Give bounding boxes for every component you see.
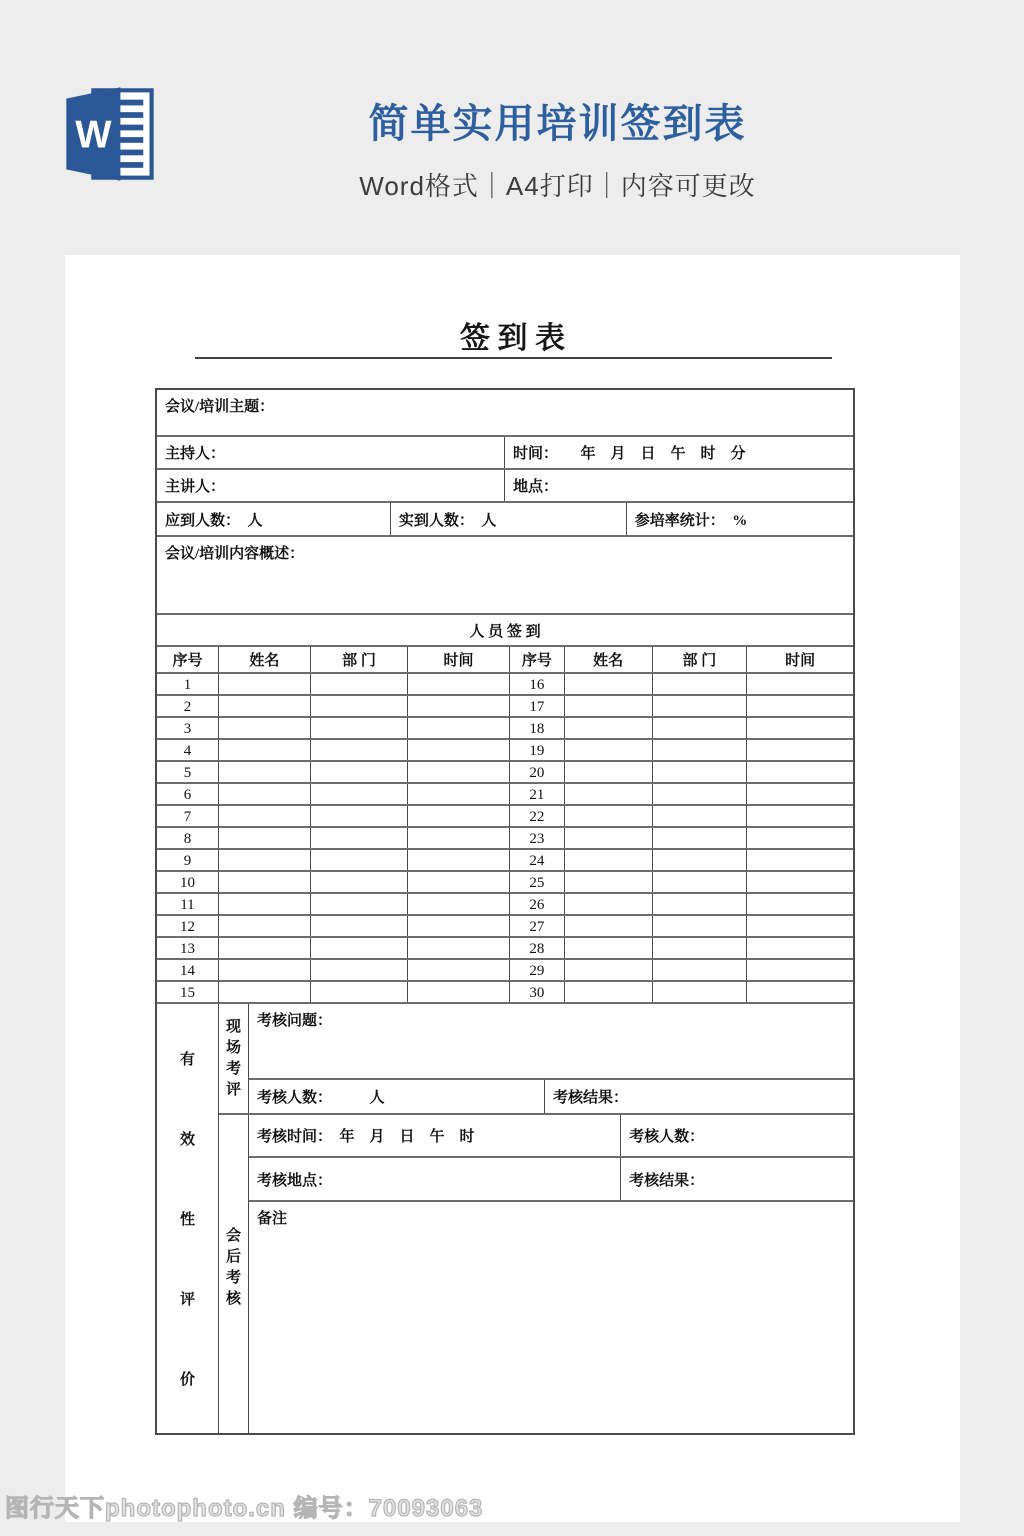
signin-seq-left: 9	[157, 850, 219, 870]
signin-seq-right: 24	[510, 850, 565, 870]
signin-rows	[157, 674, 853, 1004]
signin-time-left-cell	[408, 696, 510, 716]
signin-seq-left: 10	[157, 872, 219, 892]
col-header-time-right: 时间	[785, 653, 816, 669]
signin-name-right-cell	[565, 696, 653, 716]
signin-seq-left: 5	[157, 762, 219, 782]
signin-time-left-cell	[408, 850, 510, 870]
rate-label: 参培率统计： %	[634, 512, 748, 529]
signin-time-right-cell	[747, 740, 853, 760]
signin-dept-right-cell	[653, 938, 748, 958]
signin-time-left-cell	[408, 960, 510, 980]
signin-seq-left: 11	[157, 894, 219, 914]
signin-dept-right-cell	[653, 740, 748, 760]
assess-place-label: 考核地点：	[249, 1158, 621, 1200]
place-label: 地点：	[513, 479, 559, 495]
signin-row	[157, 784, 853, 806]
signin-time-right-cell	[747, 718, 853, 738]
attendance-counts-row	[157, 503, 853, 537]
watermark-text: 图行天下photophoto.cn 编号：70093063	[5, 1495, 484, 1522]
signin-dept-left-cell	[311, 718, 408, 738]
signin-time-left-cell	[408, 916, 510, 936]
signin-time-left-cell	[408, 674, 510, 694]
signin-time-left-cell	[408, 872, 510, 892]
signin-seq-left: 6	[157, 784, 219, 804]
signin-seq-left: 12	[157, 916, 219, 936]
signin-name-left-cell	[219, 894, 311, 914]
signin-seq-left: 14	[157, 960, 219, 980]
signin-dept-right-cell	[653, 674, 748, 694]
signin-seq-right: 23	[510, 828, 565, 848]
signin-dept-right-cell	[653, 960, 748, 980]
signin-name-left-cell	[219, 762, 311, 782]
count-result-row	[249, 1080, 853, 1113]
signin-dept-right-cell	[653, 696, 748, 716]
signin-dept-left-cell	[311, 850, 408, 870]
note-row	[249, 1202, 853, 1433]
expected-count-label: 应到人数： 人	[157, 503, 391, 535]
signin-row	[157, 872, 853, 894]
signin-dept-left-cell	[311, 916, 408, 936]
signin-name-left-cell	[219, 696, 311, 716]
topic-label: 会议/培训主题：	[165, 399, 275, 415]
signin-seq-right: 20	[510, 762, 565, 782]
topic-row	[157, 390, 853, 437]
signin-name-left-cell	[219, 850, 311, 870]
word-logo-letter: W	[75, 113, 112, 157]
signin-dept-right-cell	[653, 784, 748, 804]
signin-name-right-cell	[565, 828, 653, 848]
after-evaluation-group	[219, 1115, 853, 1433]
signin-column-headers	[157, 647, 853, 674]
signin-row	[157, 938, 853, 960]
signin-dept-right-cell	[653, 850, 748, 870]
signin-time-right-cell	[747, 696, 853, 716]
signin-time-right-cell	[747, 872, 853, 892]
signin-row	[157, 806, 853, 828]
signin-name-left-cell	[219, 806, 311, 826]
signin-dept-left-cell	[311, 828, 408, 848]
signin-name-left-cell	[219, 718, 311, 738]
header-text-block	[185, 92, 930, 203]
signin-name-left-cell	[219, 982, 311, 1002]
signin-name-right-cell	[565, 718, 653, 738]
overview-row	[157, 537, 853, 615]
signin-name-right-cell	[565, 872, 653, 892]
signin-row	[157, 674, 853, 696]
signin-time-right-cell	[747, 982, 853, 1002]
signin-row	[157, 960, 853, 982]
signin-name-right-cell	[565, 916, 653, 936]
signin-name-left-cell	[219, 938, 311, 958]
signin-dept-right-cell	[653, 828, 748, 848]
signin-time-right-cell	[747, 960, 853, 980]
signin-name-right-cell	[565, 674, 653, 694]
signin-seq-right: 25	[510, 872, 565, 892]
signin-name-right-cell	[565, 960, 653, 980]
signin-seq-right: 28	[510, 938, 565, 958]
signin-time-left-cell	[408, 718, 510, 738]
signin-time-left-cell	[408, 982, 510, 1002]
signin-time-left-cell	[408, 784, 510, 804]
signin-section-title: 人 员 签 到	[157, 615, 853, 647]
col-header-dept-left: 部 门	[311, 647, 408, 672]
signin-time-right-cell	[747, 828, 853, 848]
signin-time-left-cell	[408, 762, 510, 782]
signin-seq-right: 21	[510, 784, 565, 804]
signin-dept-left-cell	[311, 872, 408, 892]
col-header-name-left: 姓名	[219, 647, 311, 672]
sheet-title: 签 到 表	[460, 322, 565, 355]
signin-time-right-cell	[747, 784, 853, 804]
signin-name-right-cell	[565, 850, 653, 870]
signin-seq-right: 29	[510, 960, 565, 980]
note-label: 备注	[257, 1211, 288, 1227]
col-header-seq-right: 序号	[510, 647, 565, 672]
signin-seq-left: 7	[157, 806, 219, 826]
signin-dept-left-cell	[311, 784, 408, 804]
signin-dept-left-cell	[311, 938, 408, 958]
signin-seq-right: 26	[510, 894, 565, 914]
signin-dept-left-cell	[311, 894, 408, 914]
signin-seq-right: 18	[510, 718, 565, 738]
assess-result-label: 考核结果：	[552, 1090, 628, 1106]
signin-seq-left: 2	[157, 696, 219, 716]
host-time-row	[157, 437, 853, 470]
speaker-label: 主讲人：	[157, 470, 505, 501]
signin-time-right-cell	[747, 894, 853, 914]
signin-dept-left-cell	[311, 674, 408, 694]
signin-time-right-cell	[747, 938, 853, 958]
document-page	[65, 255, 960, 1522]
signin-name-left-cell	[219, 872, 311, 892]
signin-seq-left: 1	[157, 674, 219, 694]
signin-dept-left-cell	[311, 960, 408, 980]
signin-name-left-cell	[219, 916, 311, 936]
signin-seq-left: 13	[157, 938, 219, 958]
assess-result2-label: 考核结果：	[629, 1172, 705, 1189]
signin-dept-right-cell	[653, 872, 748, 892]
signin-seq-left: 3	[157, 718, 219, 738]
onsite-evaluation-group	[219, 1004, 853, 1115]
signin-dept-left-cell	[311, 696, 408, 716]
col-header-name-right: 姓名	[565, 647, 653, 672]
question-label: 考核问题：	[257, 1013, 333, 1029]
effectiveness-label: 有 效 性 评 价	[157, 1004, 219, 1433]
signin-dept-left-cell	[311, 762, 408, 782]
signin-seq-left: 15	[157, 982, 219, 1002]
col-header-time-left: 时间	[408, 647, 510, 672]
assess-count2-label: 考核人数：	[629, 1129, 705, 1145]
col-header-dept-right: 部 门	[653, 647, 748, 672]
signin-time-right-cell	[747, 762, 853, 782]
signin-dept-right-cell	[653, 762, 748, 782]
signin-dept-left-cell	[311, 806, 408, 826]
signin-time-left-cell	[408, 806, 510, 826]
signin-dept-right-cell	[653, 894, 748, 914]
signin-time-right-cell	[747, 850, 853, 870]
signin-dept-left-cell	[311, 982, 408, 1002]
signin-name-right-cell	[565, 806, 653, 826]
signin-row	[157, 916, 853, 938]
signin-name-right-cell	[565, 938, 653, 958]
host-label: 主持人：	[157, 437, 505, 468]
word-logo-icon	[58, 82, 162, 191]
signin-time-right-cell	[747, 916, 853, 936]
signin-time-left-cell	[408, 740, 510, 760]
signin-seq-right: 17	[510, 696, 565, 716]
signin-seq-right: 19	[510, 740, 565, 760]
signin-name-left-cell	[219, 740, 311, 760]
col-header-seq-left: 序号	[157, 647, 219, 672]
onsite-label: 现 场 考 评	[219, 1004, 249, 1113]
signin-dept-left-cell	[311, 740, 408, 760]
signin-name-left-cell	[219, 674, 311, 694]
signin-time-right-cell	[747, 674, 853, 694]
signin-dept-right-cell	[653, 806, 748, 826]
signin-time-left-cell	[408, 828, 510, 848]
signin-dept-right-cell	[653, 718, 748, 738]
signin-row	[157, 740, 853, 762]
after-label: 会 后 考 核	[219, 1115, 249, 1433]
evaluation-section	[157, 1004, 853, 1433]
actual-count-label: 实到人数： 人	[391, 503, 627, 535]
assess-time-row	[249, 1115, 853, 1158]
overview-label: 会议/培训内容概述：	[165, 546, 305, 562]
signin-seq-right: 30	[510, 982, 565, 1002]
assess-place-row	[249, 1158, 853, 1202]
question-row	[249, 1004, 853, 1080]
signin-row	[157, 696, 853, 718]
signin-name-right-cell	[565, 762, 653, 782]
assess-count-label: 考核人数： 人	[249, 1080, 545, 1113]
signin-row	[157, 828, 853, 850]
signin-seq-right: 27	[510, 916, 565, 936]
signin-name-right-cell	[565, 740, 653, 760]
signin-seq-right: 16	[510, 674, 565, 694]
signin-name-left-cell	[219, 960, 311, 980]
signin-dept-right-cell	[653, 916, 748, 936]
signin-sheet-table	[155, 388, 855, 1435]
signin-row	[157, 850, 853, 872]
signin-name-left-cell	[219, 784, 311, 804]
time-label: 时间： 年 月 日 午 时 分	[513, 446, 746, 462]
signin-name-right-cell	[565, 894, 653, 914]
signin-seq-left: 8	[157, 828, 219, 848]
assess-time-label: 考核时间： 年 月 日 午 时	[249, 1115, 621, 1156]
signin-row	[157, 762, 853, 784]
signin-time-right-cell	[747, 806, 853, 826]
signin-seq-right: 22	[510, 806, 565, 826]
template-title: 简单实用培训签到表	[368, 102, 747, 146]
signin-time-left-cell	[408, 894, 510, 914]
signin-row	[157, 718, 853, 740]
signin-row	[157, 982, 853, 1004]
signin-name-right-cell	[565, 982, 653, 1002]
speaker-place-row	[157, 470, 853, 503]
template-subtitle: Word格式｜A4打印｜内容可更改	[359, 171, 756, 201]
signin-time-left-cell	[408, 938, 510, 958]
signin-name-right-cell	[565, 784, 653, 804]
title-underline	[195, 357, 832, 359]
signin-name-left-cell	[219, 828, 311, 848]
signin-dept-right-cell	[653, 982, 748, 1002]
signin-row	[157, 894, 853, 916]
signin-seq-left: 4	[157, 740, 219, 760]
